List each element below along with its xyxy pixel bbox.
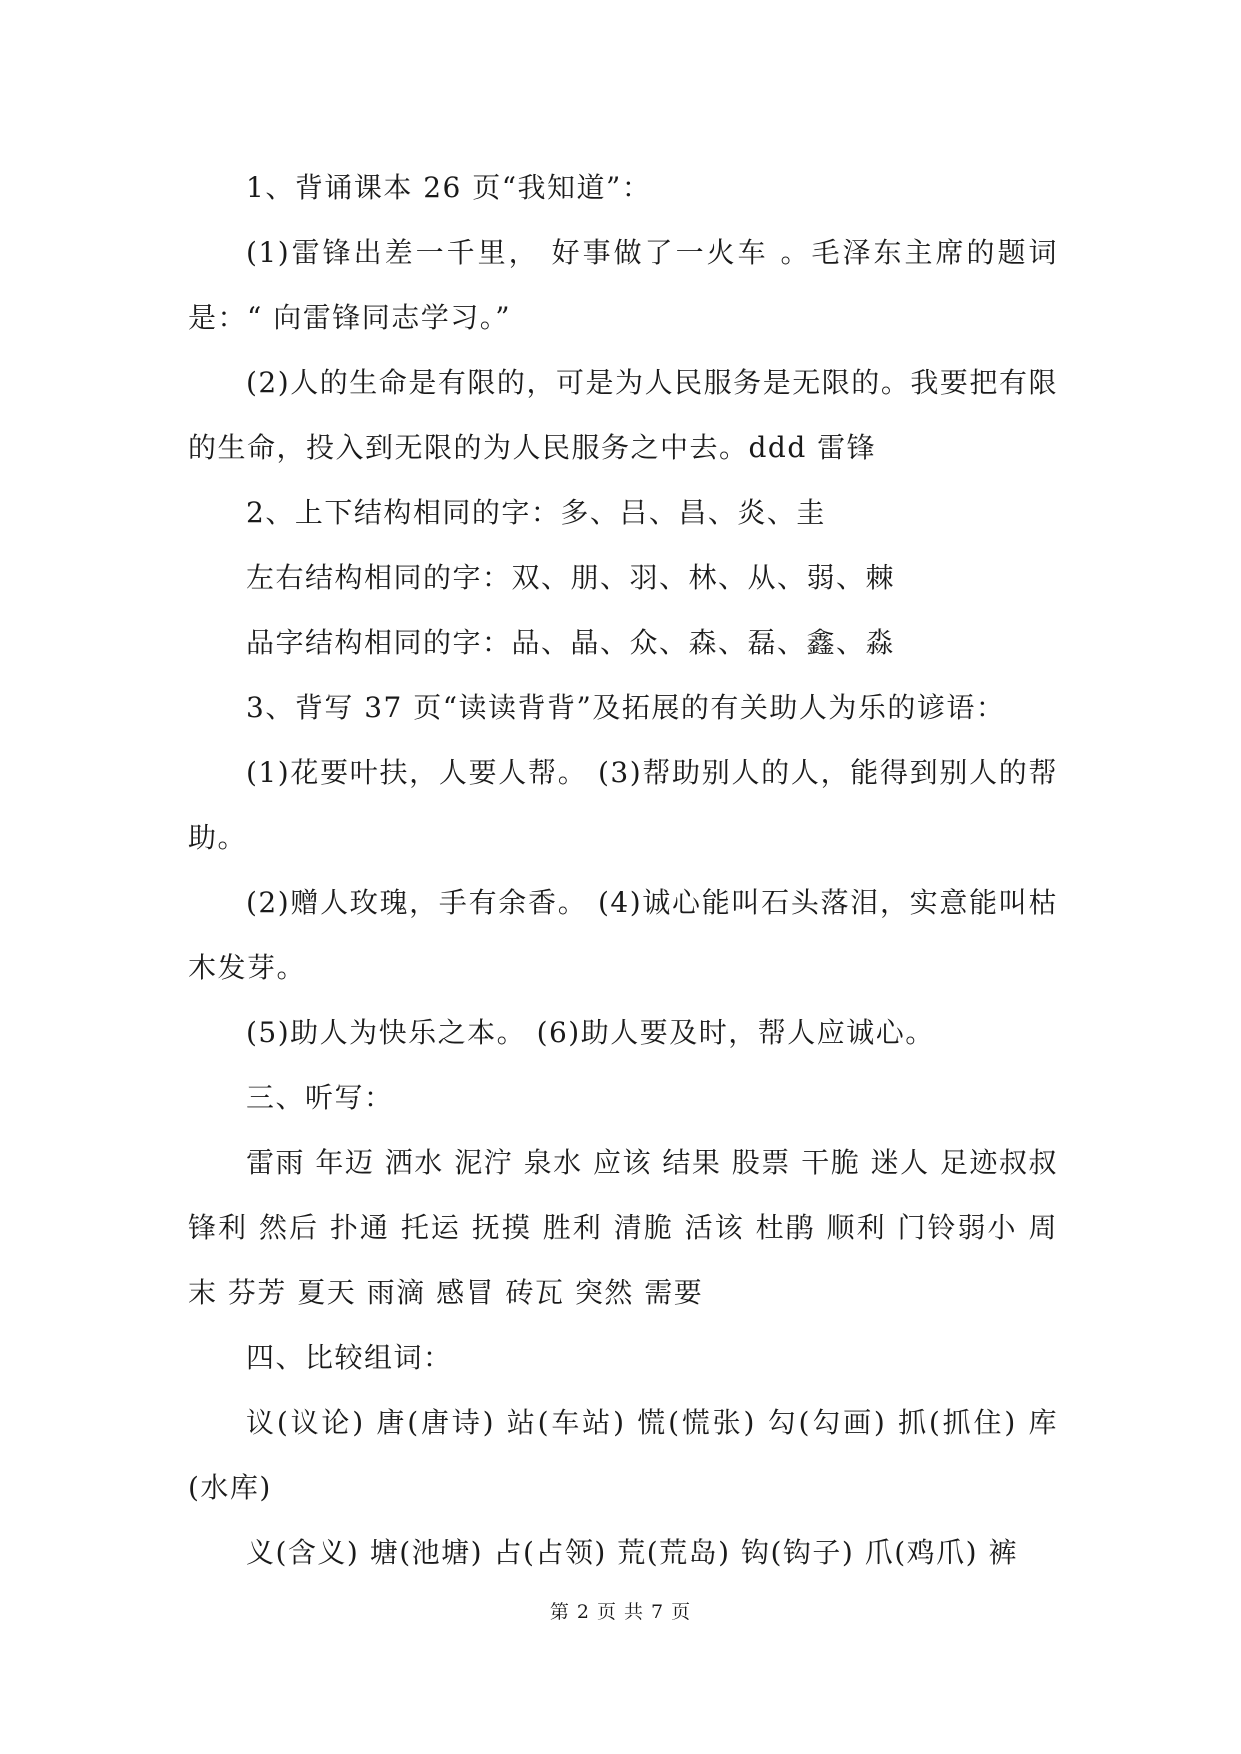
paragraph-leifeng-quote-1: (1)雷锋出差一千里， 好事做了一火车 。毛泽东主席的题词是：“ 向雷锋同志学习。” (188, 236, 1058, 334)
paragraph-top-bottom-structure: 2、上下结构相同的字：多、吕、昌、炎、圭 (246, 496, 826, 529)
paragraph-left-right-structure: 左右结构相同的字：双、朋、羽、林、从、弱、棘 (246, 561, 896, 594)
paragraph-compare-words-2: 义(含义) 塘(池塘) 占(占领) 荒(荒岛) 钩(钩子) 爪(鸡爪) 裤 (246, 1536, 1018, 1569)
paragraph-compare-words-1: 议(议论) 唐(唐诗) 站(车站) 慌(慌张) 勾(勾画) 抓(抓住) 库(水库) (188, 1406, 1058, 1504)
paragraph-leifeng-quote-2: (2)人的生命是有限的，可是为人民服务是无限的。我要把有限的生命，投入到无限的为人民服务之中去。ddd 雷锋 (188, 366, 1058, 464)
paragraph-proverbs-1-3: (1)花要叶扶，人要人帮。 (3)帮助别人的人，能得到别人的帮助。 (188, 756, 1058, 854)
section-heading-dictation: 三、听写： (246, 1081, 394, 1114)
paragraph-dictation-words: 雷雨 年迈 洒水 泥泞 泉水 应该 结果 股票 干脆 迷人 足迹叔叔 锋利 然后 扑通 托运 抚摸 胜利 清脆 活该 杜鹃 顺利 门铃弱小 周末 芬芳 夏天 雨滴 感冒 砖瓦 突然 需要 (188, 1146, 1059, 1309)
page-number-footer: 第 2 页 共 7 页 (549, 1601, 692, 1623)
paragraph-proverbs-heading: 3、背写 37 页“读读背背”及拓展的有关助人为乐的谚语： (246, 691, 1006, 724)
paragraph-proverbs-2-4: (2)赠人玫瑰，手有余香。 (4)诚心能叫石头落泪，实意能叫枯木发芽。 (188, 886, 1058, 984)
paragraph-pin-structure: 品字结构相同的字：品、晶、众、森、磊、鑫、淼 (246, 626, 896, 659)
section-heading-compare-words: 四、比较组词： (246, 1341, 453, 1374)
page-body (188, 155, 1058, 1585)
paragraph-proverbs-5-6: (5)助人为快乐之本。 (6)助人要及时，帮人应诚心。 (246, 1016, 935, 1049)
paragraph-recite-heading: 1、背诵课本 26 页“我知道”： (246, 171, 652, 204)
